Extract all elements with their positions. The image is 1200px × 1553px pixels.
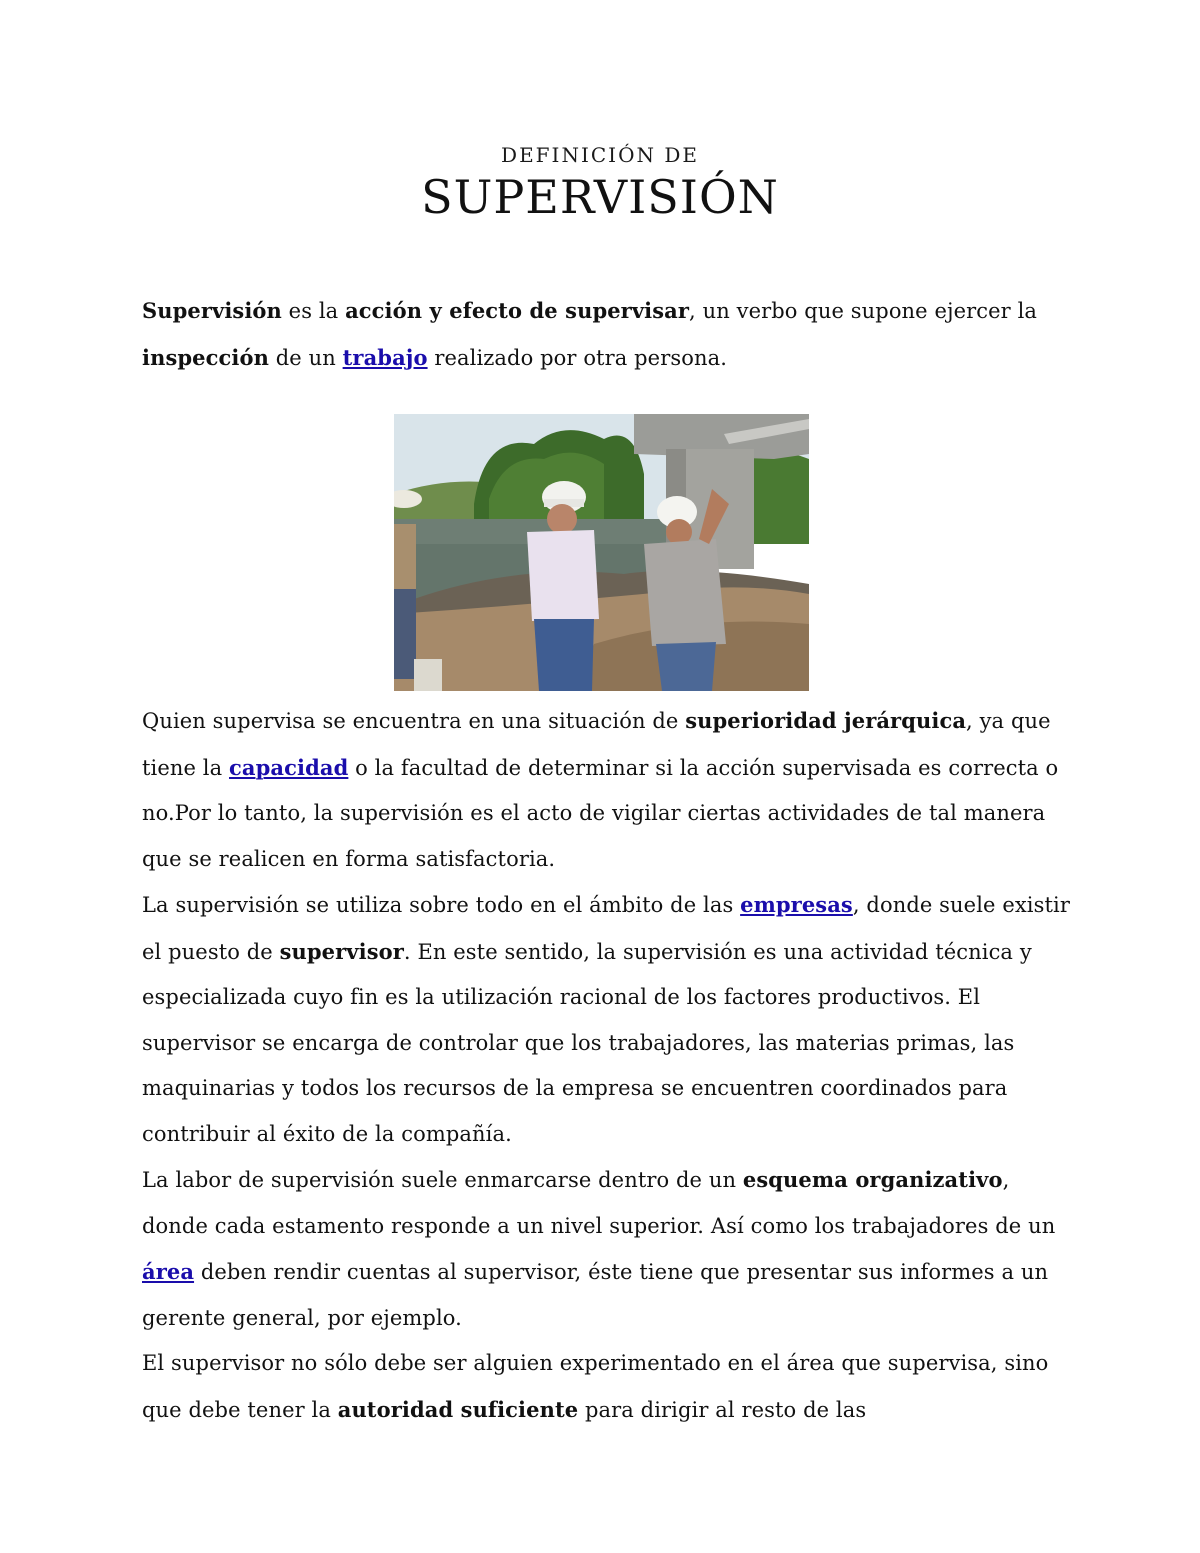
paragraph-3 [142,1157,1072,1341]
text-run: de un [268,345,343,370]
text-run: , donde suele existir el puesto de [142,893,1070,964]
paragraph-4 [142,1341,1072,1433]
text-run: es la [281,299,346,323]
text-run: , ya que tiene la [142,709,1051,780]
body-text [142,698,1072,1433]
document-title: SUPERVISIÓN [421,170,779,224]
link-trabajo[interactable]: trabajo [342,344,428,370]
construction-supervision-photo [394,414,809,691]
text-run: o la facultad de determinar si la acción supervisada es correcta o no.Por lo tanto, la supervisión es el acto de vigilar ciertas actividades de tal manera que se realicen en forma satisfactoria. [142,755,1059,871]
link-capacidad[interactable]: capacidad [229,754,349,780]
bold-term: supervisor [279,938,404,964]
bold-term: inspección [142,344,269,370]
bold-term: esquema organizativo [742,1167,1003,1192]
document-subtitle: DEFINICIÓN DE [501,143,699,167]
intro-paragraph [142,288,1072,381]
text-run: La labor de supervisión suele enmarcarse dentro de un [142,1168,743,1192]
bold-term: Supervisión [142,298,282,323]
text-run: . En este sentido, la supervisión es una actividad técnica y especializada cuyo fin es la utilización racional de los factores productivos. El supervisor se encarga de controlar que los trabajadores, las materias primas, las maquinarias y todos los recursos de la empresa se encuentren coordinados para contribuir al éxito de la compañía. [142,939,1032,1146]
text-run: deben rendir cuentas al supervisor, éste tiene que presentar sus informes a un gerente general, por ejemplo. [142,1260,1049,1330]
link-area[interactable]: área [142,1259,195,1284]
paragraph-2 [142,882,1072,1157]
text-run: Quien supervisa se encuentra en una situación de [142,709,686,733]
bold-term: acción y efecto de supervisar [345,298,690,323]
text-run: La supervisión se utiliza sobre todo en el ámbito de las [142,893,741,917]
text-run: realizado por otra persona. [427,345,727,370]
bold-term: autoridad suficiente [337,1396,579,1422]
text-run: , donde cada estamento responde a un nivel superior. Así como los trabajadores de un [142,1168,1056,1238]
text-run: El supervisor no sólo debe ser alguien experimentado en el área que supervisa, sino que debe tener la [142,1351,1049,1422]
link-empresas[interactable]: empresas [740,892,853,917]
text-run: para dirigir al resto de las [578,1397,867,1422]
paragraph-1 [142,698,1072,882]
text-run: , un verbo que supone ejercer la [689,299,1038,323]
bold-term: superioridad jerárquica [685,708,967,733]
